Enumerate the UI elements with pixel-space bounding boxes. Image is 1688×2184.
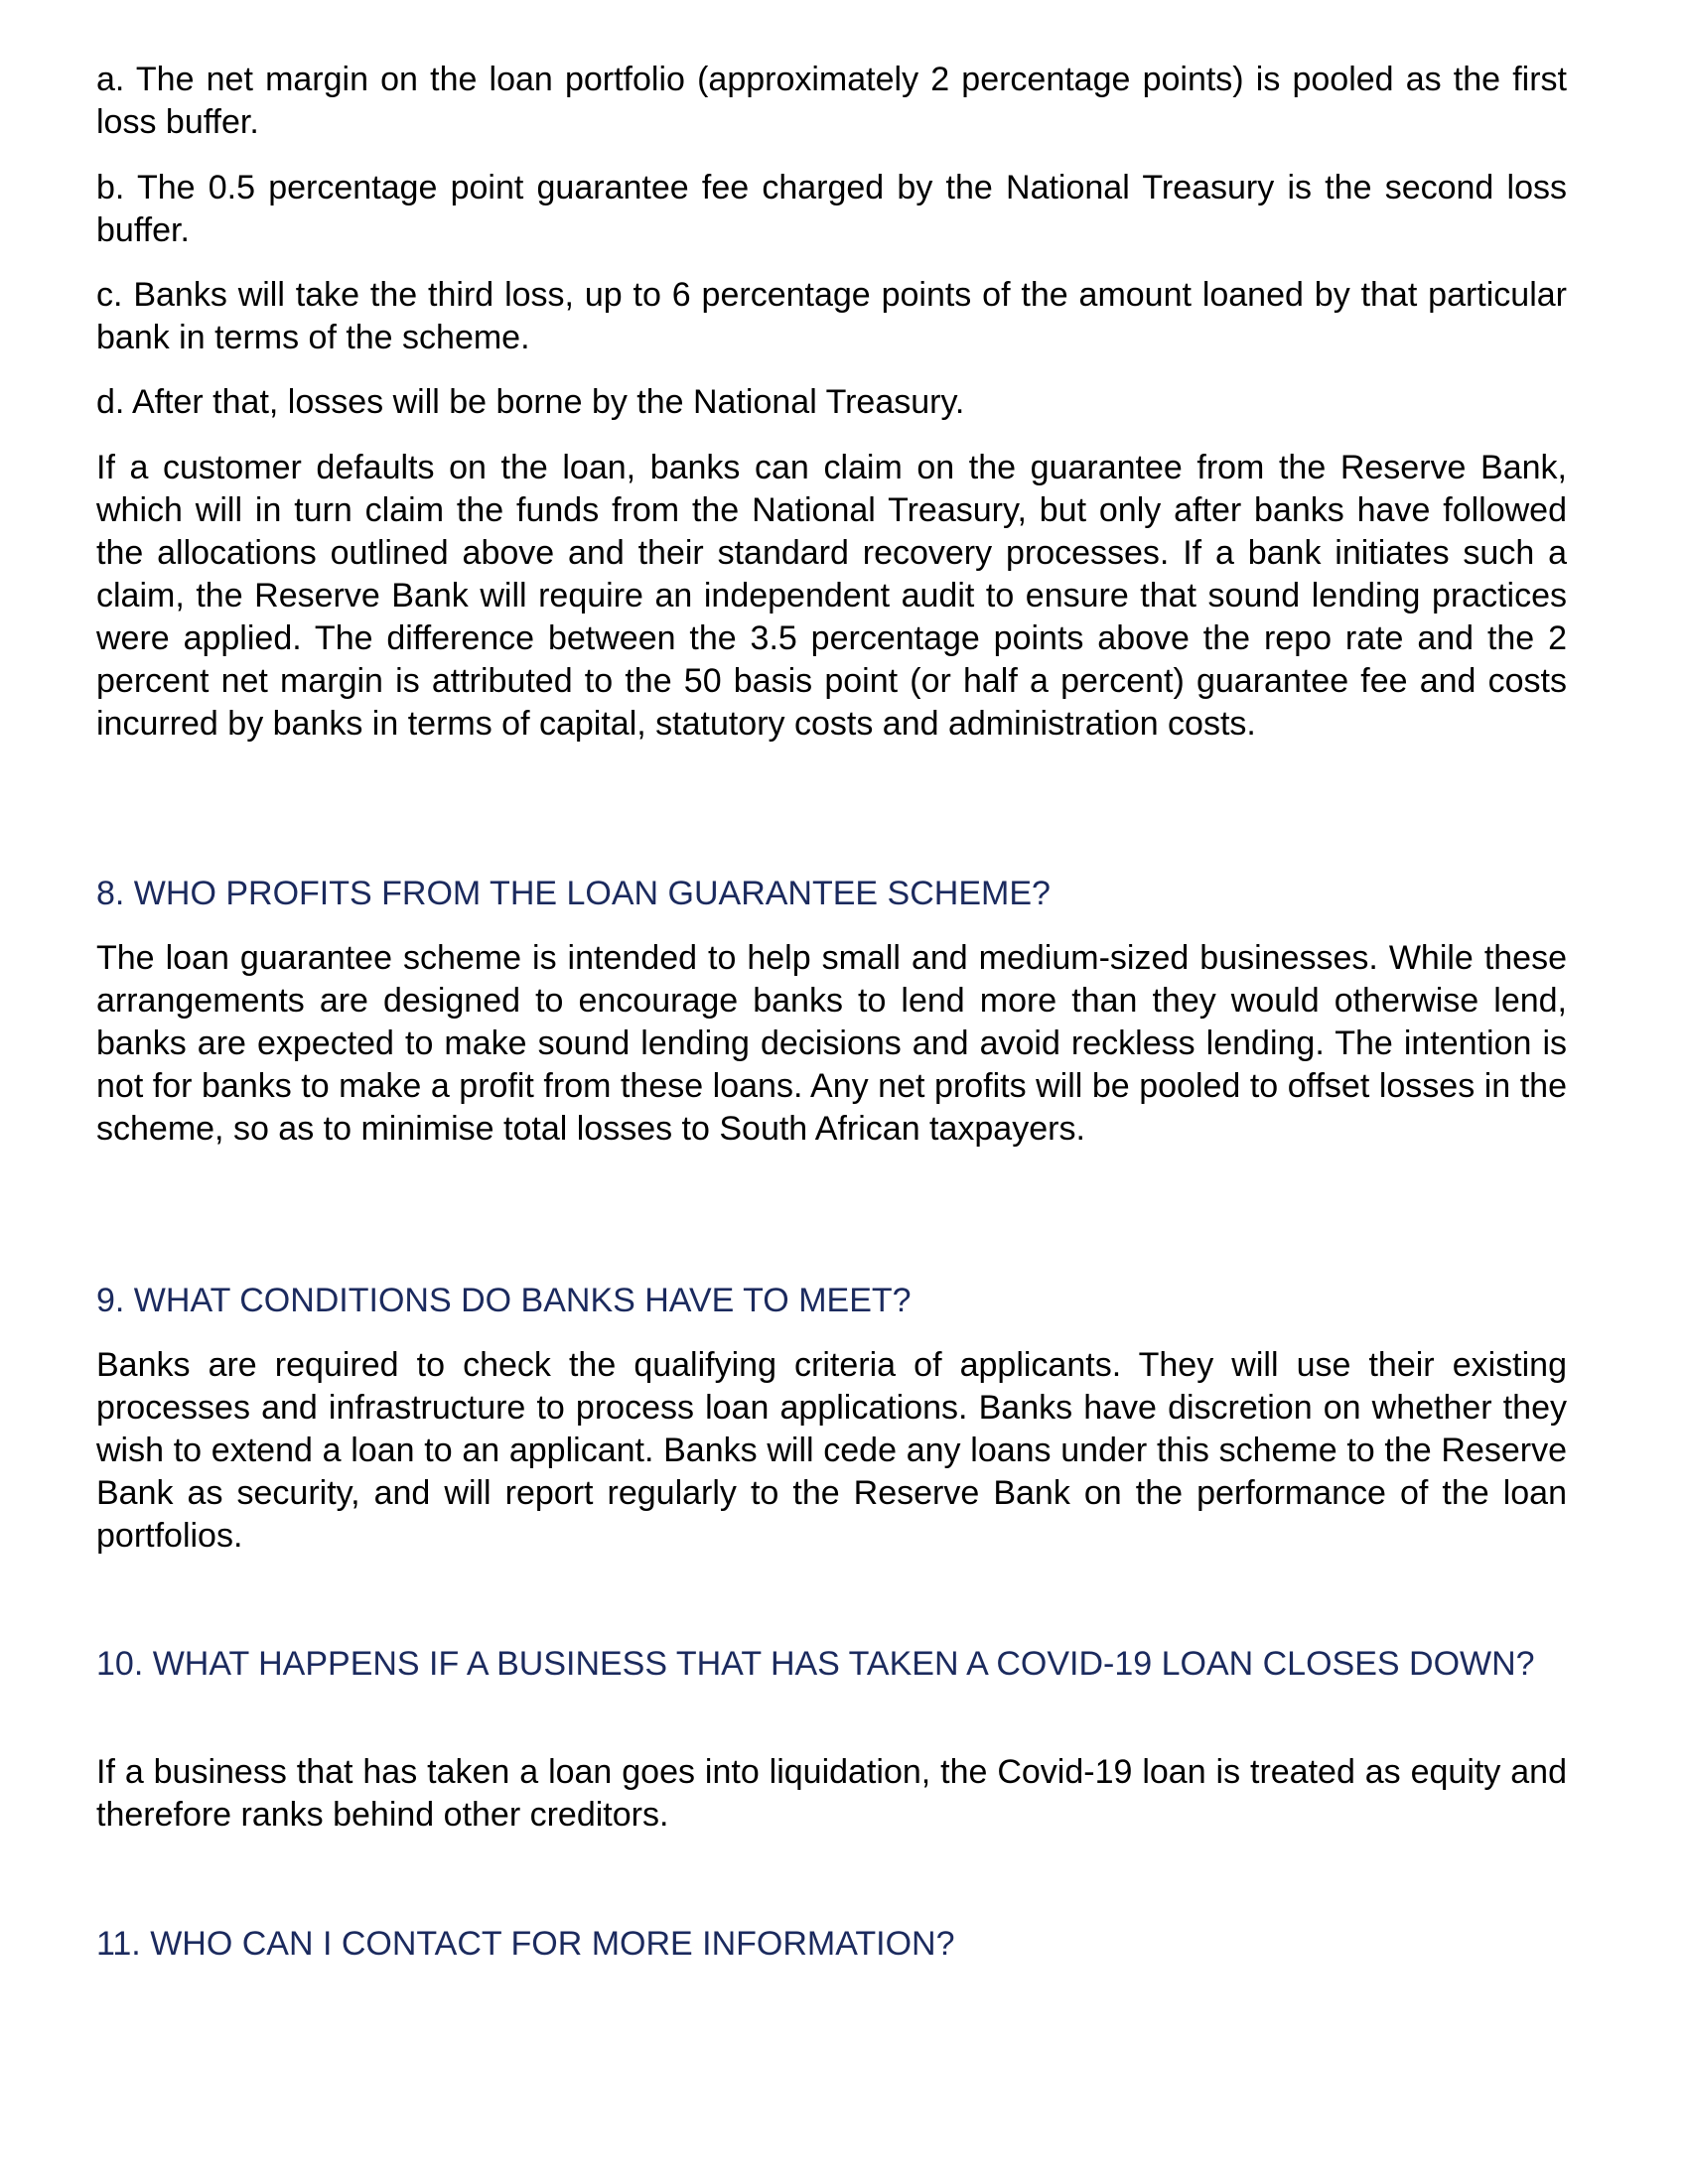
- list-item-label: b.: [96, 169, 125, 206]
- section-9-body: Banks are required to check the qualifying criteria of applicants. They will use their existing processes and infrastructure to process loan applications. Banks have discretion on whether they wish to extend a loan to an applicant. Banks will cede any loans under this scheme to the Reserve Bank as security, and will report regularly to the Reserve Bank on the performance of the loan portfolios.: [96, 1346, 1567, 1555]
- section-11-heading: 11. WHO CAN I CONTACT FOR MORE INFORMATION?: [96, 1925, 955, 1963]
- list-item-text: After that, losses will be borne by the National Treasury.: [131, 383, 965, 421]
- list-item-label: c.: [96, 276, 123, 314]
- claim-paragraph: If a customer defaults on the loan, banks can claim on the guarantee from the Reserve Bank, which will in turn claim the funds from the National Treasury, but only after banks have followed the allocations outlined above and their standard recovery processes. If a bank initiates such a claim, the Reserve Bank will require an independent audit to ensure that sound lending practices were applied. The difference between the 3.5 percentage points above the repo rate and the 2 percent net margin is attributed to the 50 basis point (or half a percent) guarantee fee and costs incurred by banks in terms of capital, statutory costs and administration costs.: [96, 449, 1567, 743]
- list-item-a: [96, 59, 1567, 144]
- list-item-text: Banks will take the third loss, up to 6 percentage points of the amount loaned by that particular bank in terms of the scheme.: [96, 276, 1567, 356]
- list-item-text: The 0.5 percentage point guarantee fee charged by the National Treasury is the second loss buffer.: [96, 169, 1567, 249]
- list-item-label: a.: [96, 61, 125, 98]
- section-8-heading: 8. WHO PROFITS FROM THE LOAN GUARANTEE SCHEME?: [96, 875, 1051, 912]
- list-item-c: [96, 274, 1567, 359]
- section-8-body: The loan guarantee scheme is intended to help small and medium-sized businesses. While these arrangements are designed to encourage banks to lend more than they would otherwise lend, banks are expected to make sound lending decisions and avoid reckless lending. The intention is not for banks to make a profit from these loans. Any net profits will be pooled to offset losses in the scheme, so as to minimise total losses to South African taxpayers.: [96, 939, 1567, 1148]
- list-item-d: [96, 381, 1567, 424]
- section-9-heading: 9. WHAT CONDITIONS DO BANKS HAVE TO MEET?: [96, 1282, 912, 1319]
- section-10-heading: 10. WHAT HAPPENS IF A BUSINESS THAT HAS TAKEN A COVID-19 LOAN CLOSES DOWN?: [96, 1645, 1535, 1683]
- list-item-b: [96, 167, 1567, 252]
- section-10-body: If a business that has taken a loan goes into liquidation, the Covid-19 loan is treated as equity and therefore ranks behind other creditors.: [96, 1753, 1567, 1834]
- list-item-label: d.: [96, 383, 125, 421]
- list-item-text: The net margin on the loan portfolio (approximately 2 percentage points) is pooled as the first loss buffer.: [96, 61, 1567, 141]
